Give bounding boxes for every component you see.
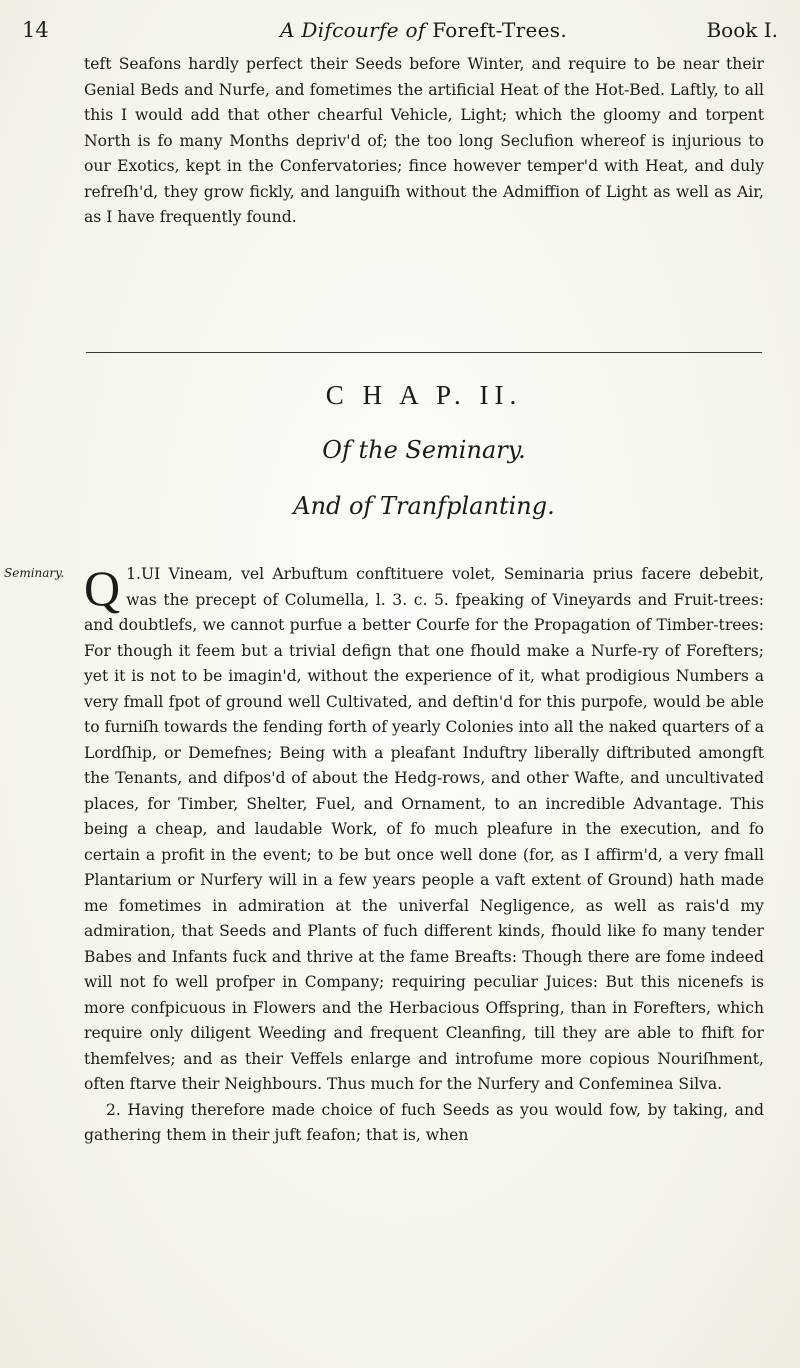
running-title-italic: A Difcourfe of — [280, 18, 433, 42]
running-title-roman: Foreft-Trees. — [432, 18, 568, 42]
book-reference: Book I. — [706, 18, 778, 42]
chapter-subtitle-seminary: Of the Seminary. — [322, 436, 526, 464]
intro-text: teft Seafons hardly perfect their Seeds before Winter, and require to be near their Genial Beds and Nurfe, and fometimes the artificial Heat of the Hot-Bed. Laftly, to all this I would add that other chearful Vehicle, Light; which the gloomy and torpent North is fo many Months depriv'd of; the too long Seclufion whereof is injurious to our Exotics, kept in the Confervatories; fince however temper'd with Heat, and duly refreſh'd, they grow fickly, and languiſh without the Admiffion of Light as well as Air, as I have frequently found. — [84, 55, 764, 226]
chapter-subtitle-transplanting: And of Tranfplanting. — [293, 492, 555, 520]
page-number: 14 — [22, 18, 49, 42]
chapter-heading: C H A P. II. — [325, 380, 523, 410]
chapter-divider — [86, 352, 762, 353]
paragraph-number: 1. — [126, 565, 141, 583]
paragraph-2: 2. Having therefore made choice of fuch Seeds as you would fow, by taking, and gathering them in their juft feafon; that is, when — [84, 1100, 764, 1144]
main-text — [84, 562, 764, 1149]
drop-cap: Q — [84, 560, 121, 616]
paragraph-1 — [84, 562, 764, 1098]
intro-paragraph — [84, 52, 764, 231]
running-header — [22, 14, 778, 48]
running-title — [280, 18, 567, 42]
margin-note: Seminary. — [4, 566, 65, 580]
paragraph-1-text: UI Vineam, vel Arbuftum conftituere volet, Seminaria prius facere debebit, was the precept of Columella, l. 3. c. 5. fpeaking of Vineyards and Fruit-trees: and doubtlefs, we cannot purfue a better Courfe for the Propagation of Timber-trees: For though it feem but a trivial defign that one fhould make a Nurfe-ry of Forefters; yet it is not to be imagin'd, without the experience of it, what prodigious Numbers a very fmall fpot of ground well Cultivated, and deftin'd for this purpofe, would be able to furniſh towards the fending forth of yearly Colonies into all the naked quarters of a Lordſhip, or Demefnes; Being with a pleafant Induftry liberally diftributed amongft the Tenants, and difpos'd of about the Hedg-rows, and other Wafte, and uncultivated places, for Timber, Shelter, Fuel, and Ornament, to an incredible Advantage. This being a cheap, and laudable Work, of fo much pleafure in the execution, and fo certain a profit in the event; to be but once well done (for, as I affirm'd, a very fmall Plantarium or Nurfery will in a few years people a vaft extent of Ground) hath made me fometimes in admiration at the univerfal Negligence, as well as rais'd my admiration, that Seeds and Plants of fuch different kinds, fhould like fo many tender Babes and Infants fuck and thrive at the fame Breafts: Though there are fome indeed will not fo well profper in Company; requiring peculiar Juices: But this nicenefs is more confpicuous in Flowers and the Herbacious Offspring, than in Forefters, which require only diligent Weeding and frequent Cleanfing, till they are able to fhift for themfelves; and as their Veffels enlarge and introfume more copious Nouriſhment, often ftarve their Neighbours. Thus much for the Nurfery and Confeminea Silva. — [84, 565, 764, 1093]
